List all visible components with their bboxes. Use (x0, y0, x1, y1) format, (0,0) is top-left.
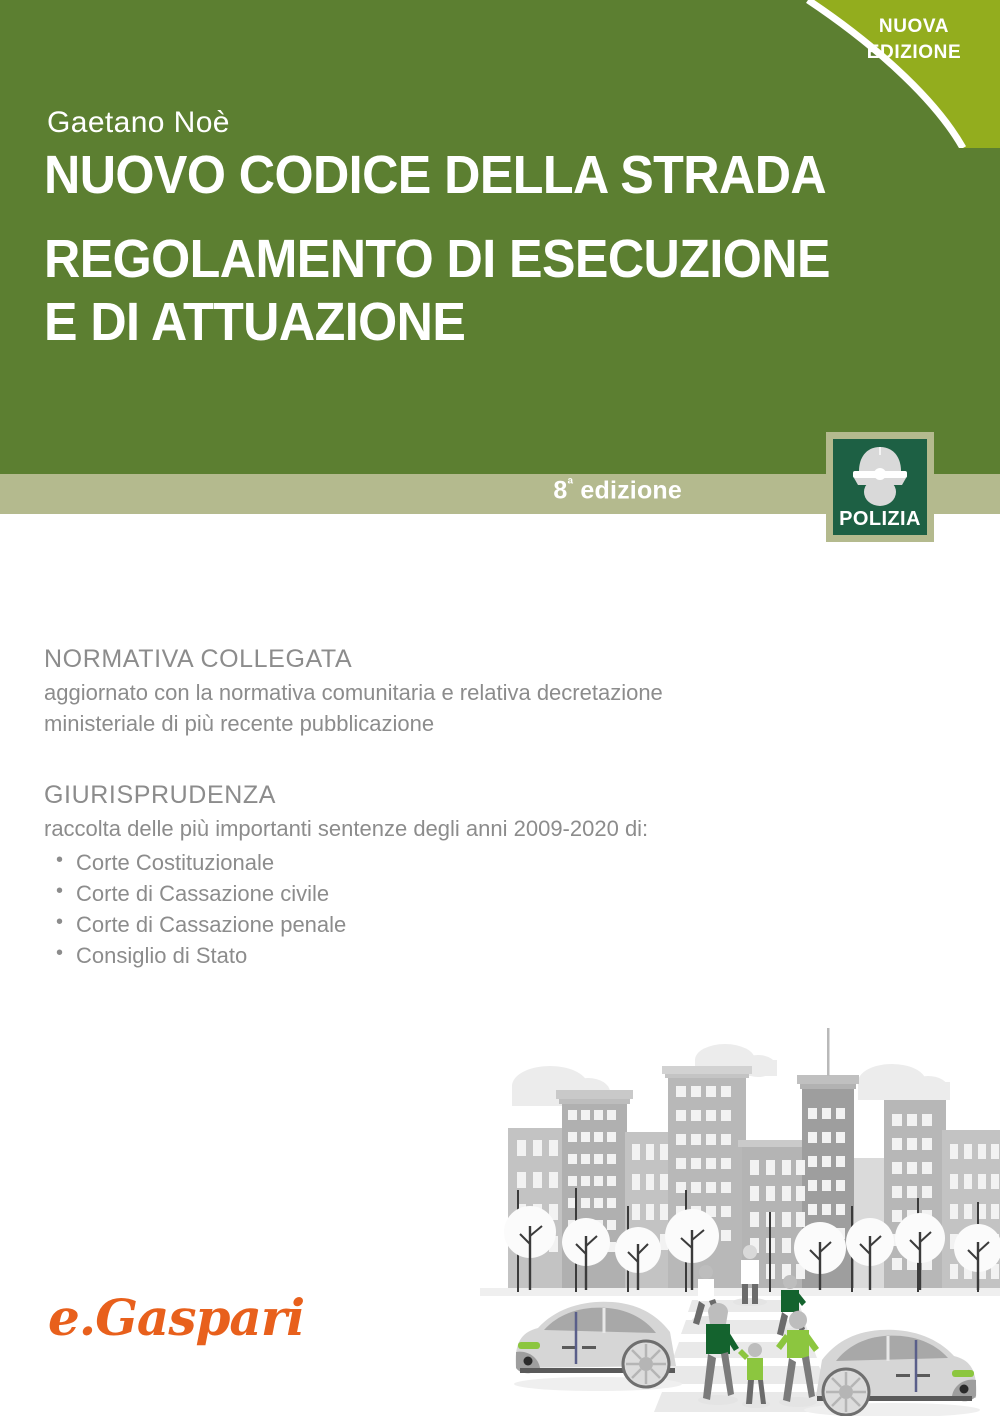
list-item: • Consiglio di Stato (44, 940, 684, 971)
section-giurisprudenza-heading: GIURISPRUDENZA (44, 781, 277, 810)
edition-number: 8 (553, 476, 568, 505)
list-item: • Corte di Cassazione civile (44, 878, 684, 909)
section-giurisprudenza (44, 781, 684, 971)
new-edition-line2: EDIZIONE (866, 41, 962, 63)
polizia-badge (826, 432, 934, 542)
new-edition-line1: NUOVA (878, 16, 950, 37)
new-edition-badge (848, 14, 980, 65)
giurisprudenza-list (44, 847, 684, 972)
section-normativa (44, 645, 684, 739)
author-name: Gaetano Noè (47, 106, 230, 139)
publisher-logo: e.Gaspari (48, 1288, 305, 1347)
sidewalk-edge (480, 1288, 1000, 1296)
header-green-panel (0, 0, 1000, 474)
edition-word: edizione (580, 476, 682, 505)
list-item: • Corte di Cassazione penale (44, 909, 684, 940)
title-line-1: NUOVO CODICE DELLA STRADA (44, 145, 827, 205)
city-street-illustration (480, 1020, 1000, 1416)
cover-description (44, 645, 684, 972)
police-helmet-icon (833, 445, 927, 512)
section-normativa-line-1: aggiornato con la normativa comunitaria e relativa decretazione (44, 680, 663, 705)
title-line-3: E DI ATTUAZIONE (44, 292, 466, 352)
section-giurisprudenza-line-1: raccolta delle più importanti sentenze degli anni 2009-2020 di: (44, 816, 649, 842)
book-title (44, 145, 944, 352)
title-line-2: REGOLAMENTO DI ESECUZIONE (44, 229, 830, 289)
edition-ordinal: ª (567, 476, 574, 493)
car-right (804, 1330, 980, 1416)
section-normativa-heading: NORMATIVA COLLEGATA (44, 645, 353, 673)
list-item: • Corte Costituzionale (44, 847, 684, 878)
edition-label (553, 476, 682, 505)
car-left (514, 1302, 682, 1391)
polizia-label: POLIZIA (839, 508, 921, 530)
polizia-badge-inner (833, 439, 927, 535)
section-spacer (44, 739, 684, 781)
section-normativa-line-2: ministeriale di più recente pubblicazione (44, 711, 435, 737)
